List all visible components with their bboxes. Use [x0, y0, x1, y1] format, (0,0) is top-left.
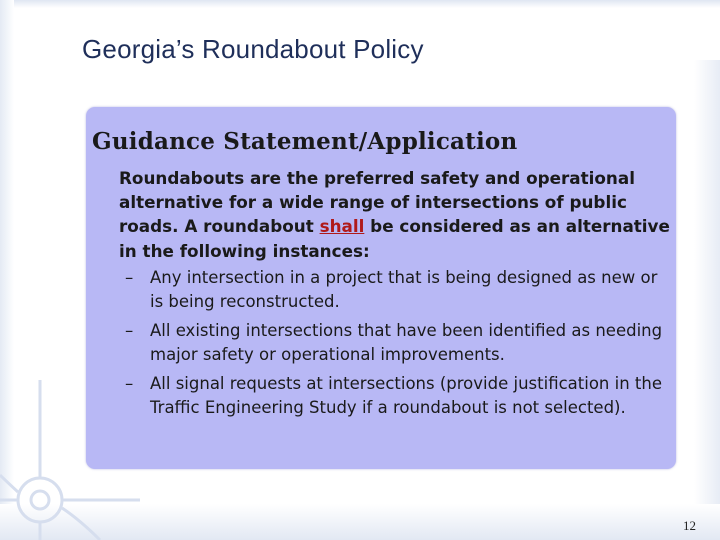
page-number: 12	[683, 518, 696, 533]
bullet-dash: –	[125, 321, 134, 340]
bullet-text: Any intersection in a project that is being designed as new or is being reconstructed.	[150, 268, 658, 312]
bullet-dash: –	[125, 374, 134, 393]
frame-top-border	[0, 0, 720, 8]
frame-right-border	[694, 60, 720, 540]
bullet-dash: –	[125, 268, 134, 287]
list-item	[125, 319, 670, 367]
section-heading: Guidance Statement/Application	[92, 128, 518, 155]
slide-title: Georgia’s Roundabout Policy	[82, 34, 424, 64]
intro-text-start: Roundabouts are the preferred safety and operational alternative for a wide range of intersections of public roads. A roundabout	[119, 168, 635, 237]
bullet-text: All signal requests at intersections (provide justification in the Traffic Engineering Study if a roundabout is not selected).	[150, 374, 662, 418]
list-item	[125, 266, 670, 314]
bullet-text: All existing intersections that have been identified as needing major safety or operational improvements.	[150, 321, 663, 365]
bullet-list	[125, 266, 670, 425]
intro-paragraph	[119, 166, 675, 263]
list-item	[125, 372, 670, 420]
shall-emphasis: shall	[319, 216, 365, 237]
intro-text-end: be considered as an alternative in the following instances:	[119, 216, 670, 261]
